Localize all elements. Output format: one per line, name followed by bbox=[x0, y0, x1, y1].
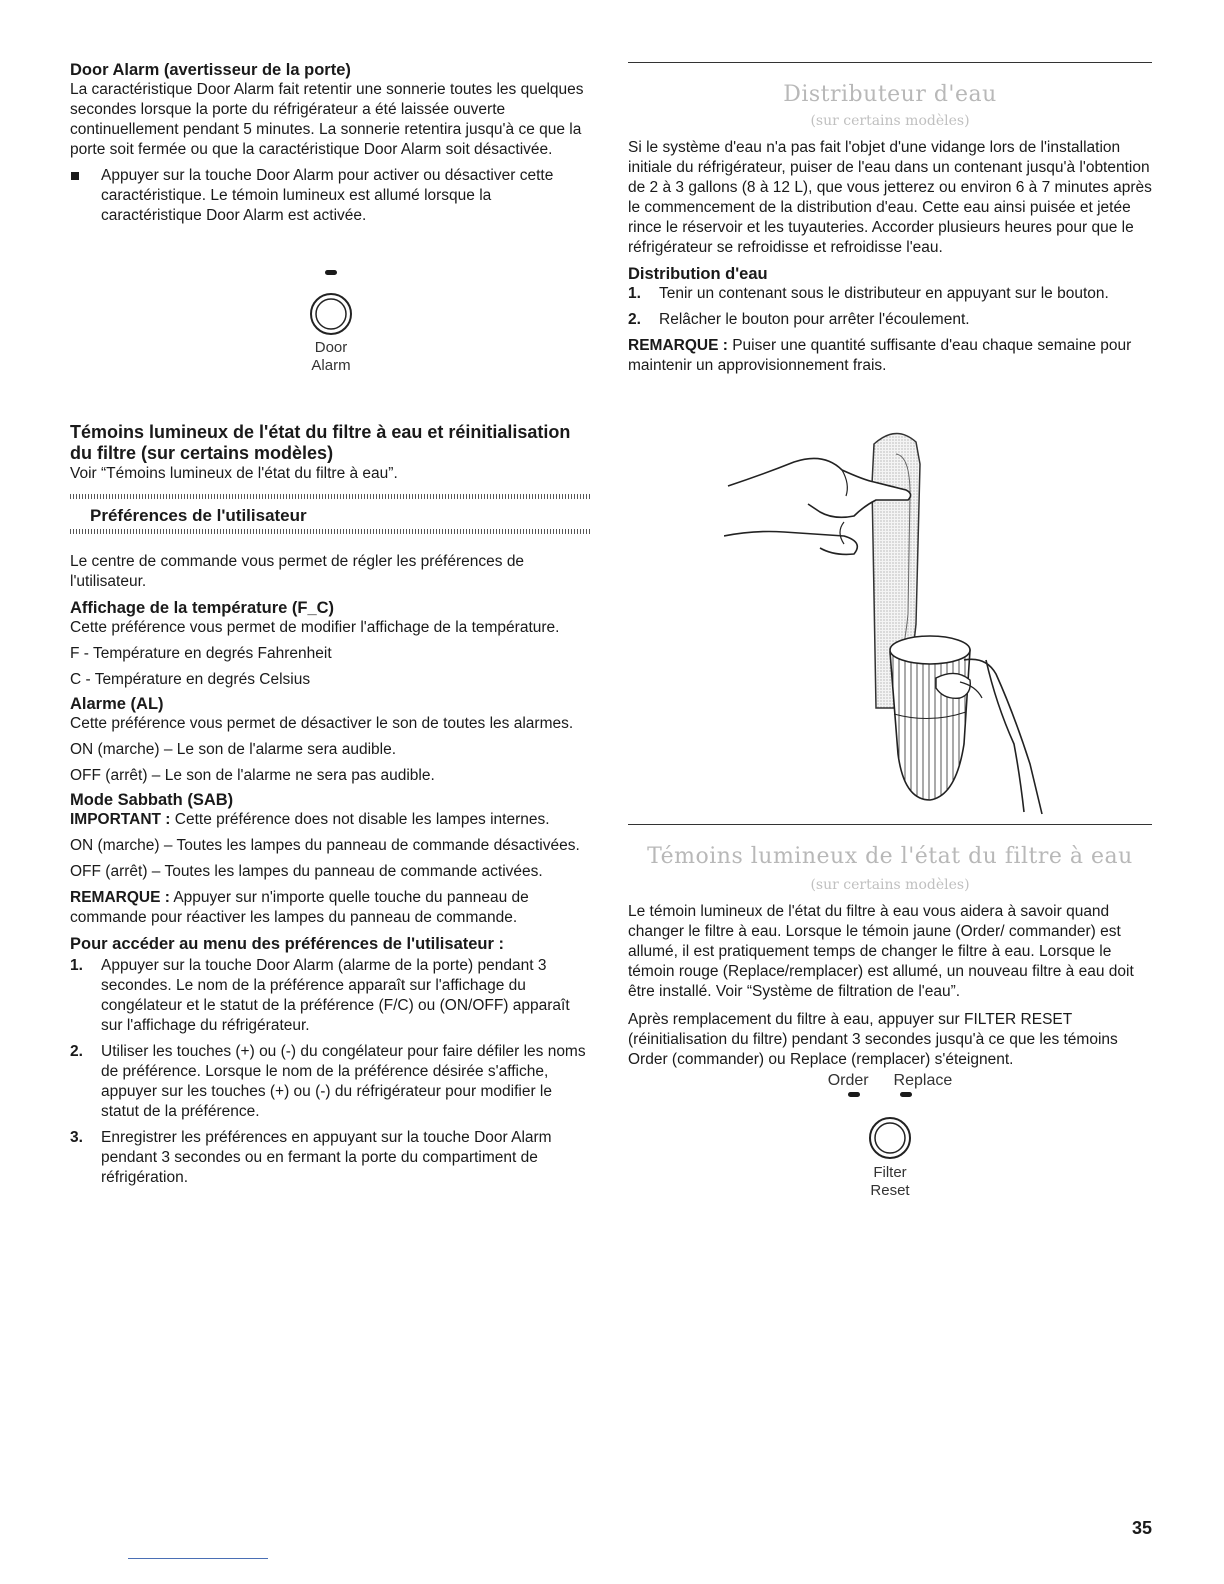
water-subtitle: (sur certains modèles) bbox=[810, 113, 970, 129]
filter-reset-control bbox=[628, 1072, 1152, 1200]
alarm-off-option: OFF (arrêt) – Le son de l'alarme ne sera pas audible. bbox=[70, 767, 435, 784]
door-alarm-button-label: Door Alarm bbox=[311, 339, 351, 374]
access-step: 3. Enregistrer les préférences en appuyant sur la touche Door Alarm pendant 3 secondes ou en fermant la porte du compartiment de réfrigération. bbox=[70, 1129, 552, 1186]
filter-status-heading: Témoins lumineux de l'état du filtre à eau et réinitialisation du filtre (sur certains modèles) bbox=[70, 422, 571, 463]
door-alarm-bullet-text: Appuyer sur la touche Door Alarm pour activer ou désactiver cette caractéristique. Le témoin lumineux est allumé lorsque la caractéristique Door Alarm est activée. bbox=[101, 167, 554, 224]
alarm-heading: Alarme (AL) bbox=[70, 695, 164, 713]
water-dispenser-illustration bbox=[724, 424, 1064, 820]
door-alarm-heading: Door Alarm (avertisseur de la porte) bbox=[70, 61, 351, 79]
filter-lights-body-1: Le témoin lumineux de l'état du filtre à eau vous aidera à savoir quand changer le filtre à eau. Lorsque le témoin jaune (Order/ commander) est allumé, il est pratiquement temps de changer le filtre à eau. Lorsque le témoin rouge (Replace/remplacer) est allumé, un nouveau filtre à eau doit être installé. Voir “Système de filtration de l'eau”. bbox=[628, 903, 1134, 1000]
temp-c-option: C - Température en degrés Celsius bbox=[70, 671, 311, 688]
order-label: Order bbox=[827, 1072, 869, 1089]
preferences-section-header bbox=[70, 494, 592, 534]
page-number: 35 bbox=[1131, 1518, 1152, 1538]
door-alarm-button-icon[interactable] bbox=[309, 292, 353, 336]
temp-f-option: F - Température en degrés Fahrenheit bbox=[70, 645, 332, 662]
access-menu-heading: Pour accéder au menu des préférences de l'utilisateur : bbox=[70, 935, 504, 953]
filter-lights-subtitle: (sur certains modèles) bbox=[810, 877, 970, 893]
alarm-body: Cette préférence vous permet de désactiver le son de toutes les alarmes. bbox=[70, 715, 574, 732]
order-led-icon bbox=[848, 1092, 860, 1097]
dispense-step: 2. Relâcher le bouton pour arrêter l'écoulement. bbox=[628, 311, 970, 328]
door-alarm-led-icon bbox=[325, 270, 337, 275]
preferences-intro: Le centre de commande vous permet de régler les préférences de l'utilisateur. bbox=[70, 553, 525, 590]
alarm-on-option: ON (marche) – Le son de l'alarme sera audible. bbox=[70, 741, 397, 758]
preferences-title: Préférences de l'utilisateur bbox=[90, 506, 307, 525]
door-alarm-bullet bbox=[70, 166, 592, 226]
access-step: 2. Utiliser les touches (+) ou (-) du congélateur pour faire défiler les noms de préférence. Lorsque le nom de la préférence désirée s'affiche, appuyer sur les touches (+) ou (-) du réfrigérateur pour modifier le statut de la préférence. bbox=[70, 1043, 586, 1120]
sabbath-heading: Mode Sabbath (SAB) bbox=[70, 791, 234, 809]
water-body: Si le système d'eau n'a pas fait l'objet d'une vidange lors de l'installation initiale du réfrigérateur, puiser de l'eau dans un contenant jusqu'à l'obtention de 2 à 3 gallons (8 à 12 L), que vous jetterez ou environ 6 à 7 minutes après le commencement de la distribution d'eau. Cette eau ainsi puisée et jetée rince le réservoir et les tuyauteries. Accorder plusieurs heures pour que le réfrigérateur se refroidisse et refroidisse l'eau. bbox=[628, 139, 1152, 256]
sabbath-important: IMPORTANT : Cette préférence does not disable les lampes internes. bbox=[70, 811, 550, 828]
filter-status-body: Voir “Témoins lumineux de l'état du filtre à eau”. bbox=[70, 465, 398, 482]
water-dispense-heading: Distribution d'eau bbox=[628, 265, 768, 283]
sabbath-note: REMARQUE : Appuyer sur n'importe quelle touche du panneau de commande pour réactiver les lampes du panneau de commande. bbox=[70, 889, 529, 926]
temp-display-body: Cette préférence vous permet de modifier l'affichage de la température. bbox=[70, 619, 560, 636]
bullet-square-icon bbox=[71, 172, 79, 180]
filter-reset-button-label: Filter Reset bbox=[870, 1164, 910, 1199]
water-title: Distributeur d'eau bbox=[783, 82, 997, 107]
water-note: REMARQUE : Puiser une quantité suffisante d'eau chaque semaine pour maintenir un approvisionnement frais. bbox=[628, 337, 1132, 374]
filter-lights-body-2: Après remplacement du filtre à eau, appuyer sur FILTER RESET (réinitialisation du filtre) pendant 3 secondes jusqu'à ce que les témoins Order (commander) ou Replace (remplacer) s'éteignent. bbox=[628, 1011, 1118, 1068]
filter-section-rule bbox=[628, 824, 1152, 825]
temp-display-heading: Affichage de la température (F_C) bbox=[70, 599, 335, 617]
filter-lights-title: Témoins lumineux de l'état du filtre à eau bbox=[647, 844, 1133, 869]
door-alarm-body: La caractéristique Door Alarm fait retentir une sonnerie toutes les quelques secondes lorsque la porte du réfrigérateur a été laissée ouverte continuellement pendant 5 minutes. La sonnerie retentira jusqu'à ce que la porte soit fermée ou que la caractéristique Door Alarm soit désactivée. bbox=[70, 81, 584, 158]
filter-reset-button-icon[interactable] bbox=[868, 1116, 912, 1160]
door-alarm-control bbox=[70, 262, 592, 375]
access-step: 1. Appuyer sur la touche Door Alarm (alarme de la porte) pendant 3 secondes. Le nom de la préférence apparaît sur l'affichage du congélateur et le statut de la préférence (F/C) ou (ON/OFF) apparaît sur l'affichage du réfrigérateur. bbox=[70, 957, 570, 1034]
dispense-step: 1. Tenir un contenant sous le distributeur en appuyant sur le bouton. bbox=[628, 285, 1109, 302]
sabbath-off-option: OFF (arrêt) – Toutes les lampes du panneau de commande activées. bbox=[70, 863, 543, 880]
water-section-rule bbox=[628, 62, 1152, 63]
footer-line bbox=[128, 1558, 268, 1559]
replace-label: Replace bbox=[893, 1072, 953, 1089]
water-section-header bbox=[628, 82, 1152, 130]
filter-lights-section-header bbox=[628, 844, 1152, 894]
hatch-divider-bottom bbox=[70, 529, 592, 534]
sabbath-on-option: ON (marche) – Toutes les lampes du panneau de commande désactivées. bbox=[70, 837, 580, 854]
replace-led-icon bbox=[900, 1092, 912, 1097]
